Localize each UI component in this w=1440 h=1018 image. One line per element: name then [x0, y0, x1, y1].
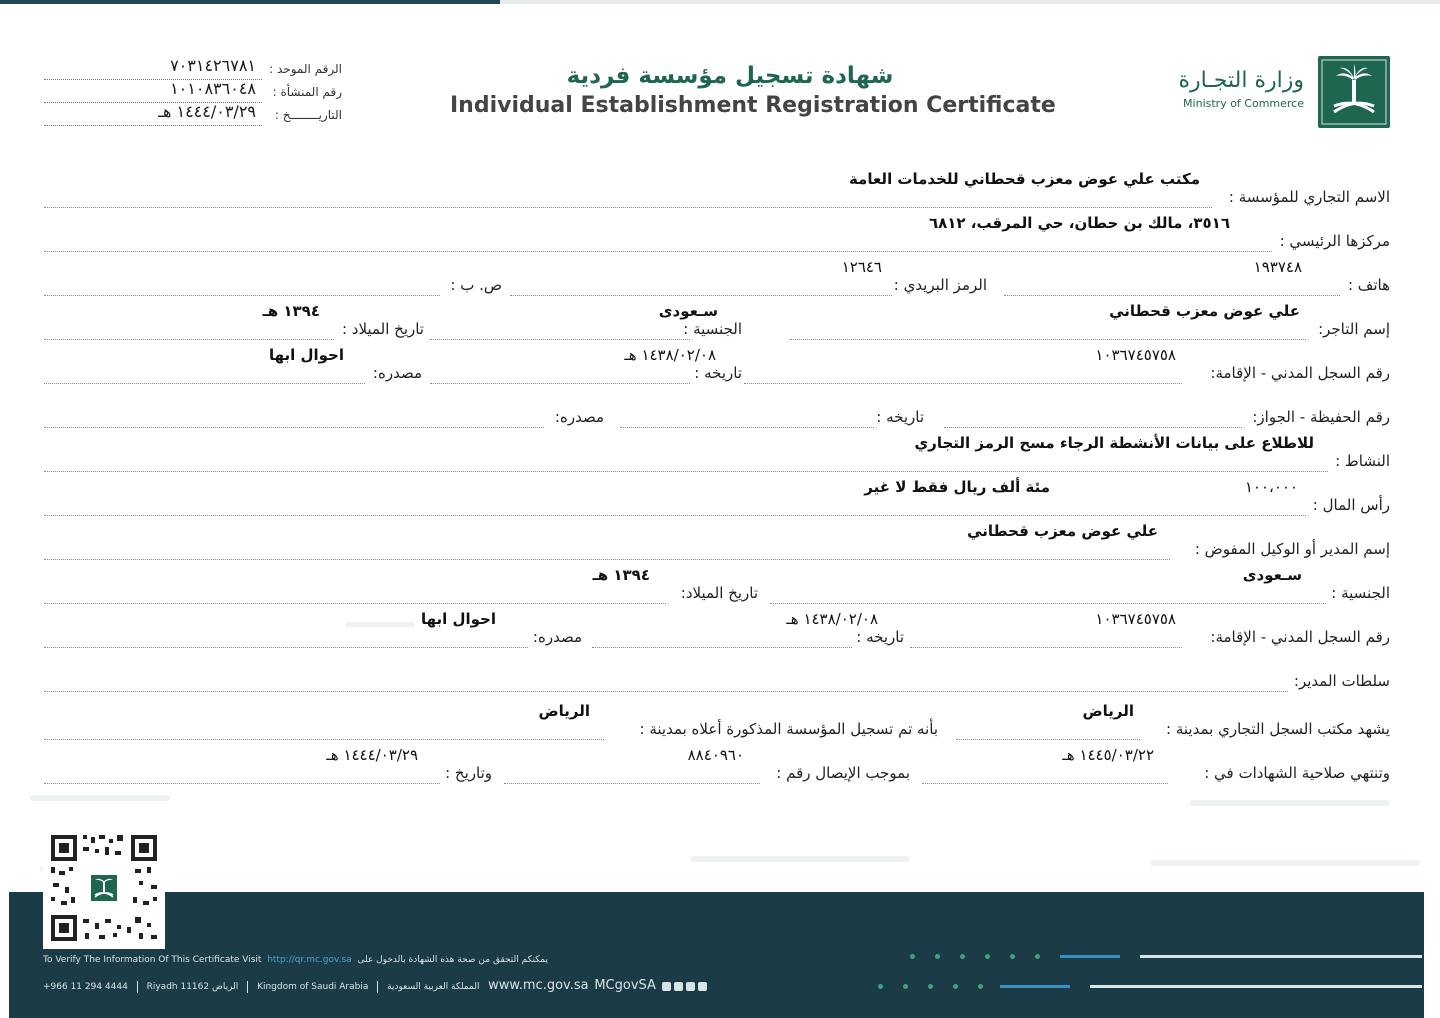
decor-dot [878, 984, 883, 989]
youtube-icon[interactable] [698, 982, 707, 991]
trader-nationality-label: الجنسية : [683, 320, 742, 338]
contact-row [44, 258, 1390, 296]
headquarters-label: مركزها الرئيسي : [1279, 232, 1390, 250]
verify-text-arabic: يمكنكم التحقق من صحة هذه الشهادة بالدخول على [357, 955, 548, 965]
manager-source-label: مصدره: [532, 628, 582, 646]
dotted-line [44, 647, 528, 648]
passport-source-label: مصدره: [554, 408, 604, 426]
footer-city: Riyadh 11162 الرياض [146, 982, 239, 992]
activity-value: للاطلاع على بيانات الأنشطة الرجاء مسح الرمز التجاري [914, 434, 1314, 452]
capital-label: رأس المال : [1312, 496, 1390, 514]
receipt-value: ٨٨٤٠٩٦٠ [687, 746, 744, 764]
civil-source-value: احوال ابها [268, 346, 344, 364]
watermark-dash [345, 622, 415, 627]
separator [247, 981, 248, 993]
trader-name-label: إسم التاجر: [1318, 320, 1390, 338]
expiry-row [44, 746, 1390, 784]
decor-dot [960, 954, 965, 959]
dotted-line [44, 603, 666, 604]
dotted-line [744, 383, 1182, 384]
separator [377, 981, 378, 993]
dotted-line [44, 251, 1272, 252]
dotted-line [44, 383, 365, 384]
dotted-line [910, 647, 1182, 648]
civil-record-value: ١٠٣٦٧٤٥٧٥٨ [1095, 346, 1176, 364]
civil-date-label: تاريخه : [694, 364, 742, 382]
expiry-label: وتنتهي صلاحية الشهادات في : [1204, 764, 1390, 782]
capital-value: ١٠٠،٠٠٠ [1244, 478, 1298, 496]
decor-dot [903, 984, 908, 989]
manager-birth-label: تاريخ الميلاد: [680, 584, 758, 602]
twitter-icon[interactable] [686, 982, 695, 991]
separator [137, 981, 138, 993]
verify-line [43, 955, 548, 965]
decor-dot [935, 954, 940, 959]
establishment-number-value: ١٠١٠٨٣٦٠٤٨ [170, 79, 256, 98]
issue-date-label: وتاريخ : [445, 764, 492, 782]
manager-source-value: احوال ابها [420, 610, 496, 628]
passport-row [44, 404, 1390, 428]
trade-name-label: الاسم التجاري للمؤسسة : [1228, 188, 1390, 206]
manager-value: علي عوض معزب قحطاني [967, 522, 1158, 540]
dotted-line [620, 427, 874, 428]
watermark-dash [30, 795, 170, 801]
ministry-name-english: Ministry of Commerce [1183, 97, 1304, 110]
trader-name-value: علي عوض معزب قحطاني [1109, 302, 1300, 320]
registered-label: بأنه تم تسجيل المؤسسة المذكورة أعلاه بمدينة : [639, 720, 938, 738]
registered-city-value: الرياض [538, 702, 590, 720]
dotted-line [504, 783, 760, 784]
headquarters-value: ٣٥١٦، مالك بن حطان، حي المرقب، ٦٨١٢ [928, 214, 1230, 232]
decor-dot [953, 984, 958, 989]
dotted-line [44, 471, 1328, 472]
trade-name-row [44, 170, 1390, 208]
manager-civil-value: ١٠٣٦٧٤٥٧٥٨ [1095, 610, 1176, 628]
watermark-dash [1190, 800, 1390, 806]
headquarters-row [44, 214, 1390, 252]
phone-label: هاتف : [1347, 276, 1390, 294]
receipt-label: بموجب الإيصال رقم : [776, 764, 910, 782]
postal-code-label: الرمز البريدي : [893, 276, 987, 294]
decor-line [1140, 955, 1422, 958]
dotted-line [44, 691, 1288, 692]
manager-label: إسم المدير أو الوكيل المفوض : [1194, 540, 1390, 558]
decor-line [1090, 985, 1422, 988]
manager-powers-row [44, 668, 1390, 692]
verify-url-link[interactable]: http://qr.mc.gov.sa [267, 955, 352, 965]
unified-number-value: ٧٠٣١٤٢٦٧٨١ [170, 56, 256, 75]
manager-nationality-value: سـعودى [1242, 566, 1302, 584]
ministry-name-arabic: وزارة التجـارة [1178, 68, 1304, 93]
contact-line [43, 978, 707, 993]
manager-nationality-row [44, 566, 1390, 604]
dotted-line [510, 295, 892, 296]
dotted-line [944, 427, 1242, 428]
manager-birth-value: ١٣٩٤ هـ [592, 566, 650, 584]
manager-civil-row [44, 610, 1390, 648]
issue-date-value: ١٤٤٤/٠٣/٢٩ هـ [326, 746, 418, 764]
dotted-line [956, 739, 1140, 740]
dotted-line [44, 427, 544, 428]
decor-dot [1010, 954, 1015, 959]
decor-dot [928, 984, 933, 989]
manager-civil-date-value: ١٤٣٨/٠٢/٠٨ هـ [786, 610, 878, 628]
facebook-icon[interactable] [674, 982, 683, 991]
dotted-line [44, 339, 334, 340]
capital-in-words: مئة ألف ريال فقط لا غير [864, 478, 1050, 496]
decor-line [1060, 955, 1120, 958]
dotted-line [44, 739, 604, 740]
passport-date-label: تاريخه : [876, 408, 924, 426]
dotted-line [44, 515, 1306, 516]
trader-birth-value: ١٣٩٤ هـ [262, 302, 320, 320]
civil-source-label: مصدره: [372, 364, 422, 382]
dotted-line [44, 207, 1212, 208]
decor-line [1000, 985, 1070, 988]
certificate-title-english: Individual Establishment Registration Certificate [450, 93, 1056, 118]
dotted-line [770, 603, 1326, 604]
activity-label: النشاط : [1335, 452, 1390, 470]
civil-record-label: رقم السجل المدني - الإقامة: [1210, 364, 1390, 382]
watermark-dash [1150, 860, 1420, 866]
dotted-line [44, 559, 1170, 560]
trade-name-value: مكتب علي عوض معزب قحطاني للخدمات العامة [848, 170, 1200, 188]
dotted-line [44, 125, 262, 126]
manager-nationality-label: الجنسية : [1331, 584, 1390, 602]
decor-dot [910, 954, 915, 959]
passport-label: رقم الحفيظة - الجواز: [1252, 408, 1390, 426]
footer-country-english: Kingdom of Saudi Arabia [257, 982, 369, 992]
unified-number-label: الرقم الموحد : [269, 62, 342, 76]
dotted-line [790, 339, 1306, 340]
certify-city-value: الرياض [1082, 702, 1134, 720]
dotted-line [592, 647, 852, 648]
dotted-line [430, 339, 690, 340]
dotted-line [44, 783, 440, 784]
certificate-title-arabic: شهادة تسجيل مؤسسة فردية [566, 63, 894, 89]
po-box-label: ص. ب : [450, 276, 502, 294]
manager-civil-date-label: تاريخه : [856, 628, 904, 646]
decor-dot [985, 954, 990, 959]
expiry-value: ١٤٤٥/٠٣/٢٢ هـ [1062, 746, 1154, 764]
header-date-value: ١٤٤٤/٠٣/٢٩ هـ [158, 102, 256, 121]
footer-phone: +966 11 294 4444 [43, 982, 128, 992]
activity-row [44, 434, 1390, 472]
civil-date-value: ١٤٣٨/٠٢/٠٨ هـ [624, 346, 716, 364]
manager-civil-label: رقم السجل المدني - الإقامة: [1210, 628, 1390, 646]
capital-row [44, 478, 1390, 516]
footer-country-arabic: المملكة العربية السعودية [387, 982, 480, 992]
decor-dot [1035, 954, 1040, 959]
top-border-accent [0, 0, 500, 4]
decor-dot [978, 984, 983, 989]
header-date-row [44, 102, 342, 128]
certify-row [44, 702, 1390, 740]
trader-row [44, 302, 1390, 340]
manager-row [44, 522, 1390, 560]
dotted-line [430, 383, 690, 384]
phone-value: ١٩٣٧٤٨ [1253, 258, 1302, 276]
certify-label: يشهد مكتب السجل التجاري بمدينة : [1166, 720, 1390, 738]
instagram-icon[interactable] [662, 982, 671, 991]
trader-nationality-value: سـعودى [658, 302, 718, 320]
verify-text-english: To Verify The Information Of This Certificate Visit [43, 955, 262, 965]
header-date-label: التاريــــــــخ : [274, 108, 342, 122]
dotted-line [1004, 295, 1340, 296]
footer-social-handle[interactable]: MCgovSA [594, 978, 656, 993]
manager-powers-label: سلطات المدير: [1293, 672, 1390, 690]
civil-record-row [44, 346, 1390, 384]
postal-code-value: ١٢٦٤٦ [841, 258, 882, 276]
dotted-line [922, 783, 1168, 784]
watermark-dash [690, 856, 910, 862]
trader-birth-label: تاريخ الميلاد : [341, 320, 424, 338]
dotted-line [44, 295, 440, 296]
footer-website-link[interactable]: www.mc.gov.sa [488, 978, 589, 993]
establishment-number-label: رقم المنشأة : [272, 85, 342, 99]
verification-qr-code[interactable] [43, 827, 165, 949]
